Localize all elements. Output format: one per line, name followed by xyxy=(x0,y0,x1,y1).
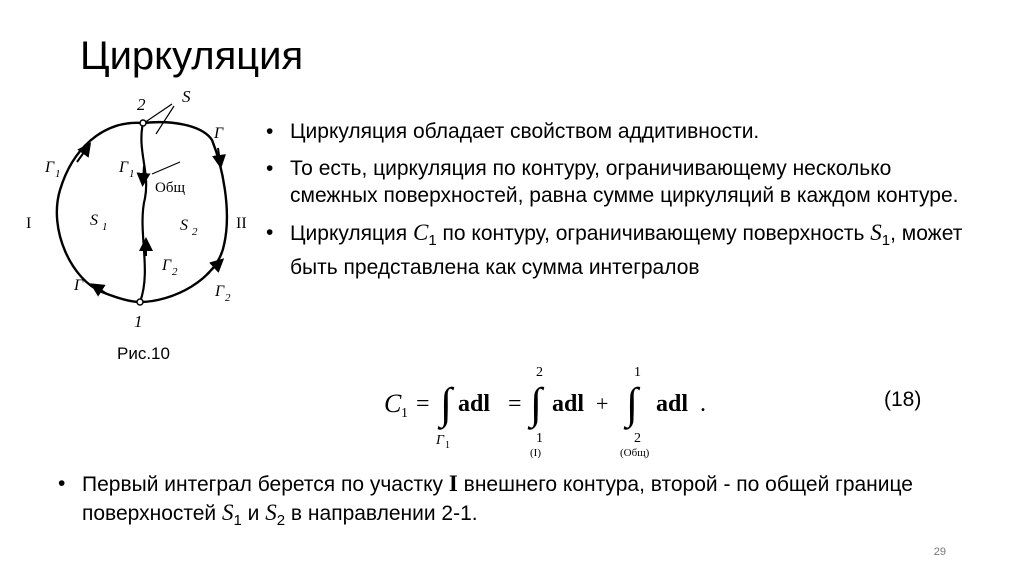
figure-caption: Рис.10 xyxy=(117,344,170,363)
svg-text:+: + xyxy=(596,391,609,416)
svg-text:2: 2 xyxy=(536,365,543,380)
bullet-sum: • То есть, циркуляция по контуру, ограничивающему несколько смежных поверхностей, равна сумме циркуляций в каждом контуре. xyxy=(266,155,966,209)
svg-text:1: 1 xyxy=(445,440,450,451)
arrow-bottom-right xyxy=(207,263,219,274)
label-gamma2-right: Γ xyxy=(215,283,225,300)
point-1 xyxy=(137,299,143,305)
svg-text:(I): (I) xyxy=(530,447,541,459)
formula-lhs: C xyxy=(384,389,402,418)
bottom-note xyxy=(58,470,978,535)
integral-sign-2: ∫ xyxy=(530,379,543,428)
term-2: adl xyxy=(552,391,585,417)
svg-text:1: 1 xyxy=(401,406,408,421)
svg-text:1: 1 xyxy=(634,365,641,380)
label-s2: S xyxy=(180,217,188,234)
label-region-i: I xyxy=(26,215,32,232)
label-gamma1: Γ xyxy=(45,159,55,176)
svg-text:1: 1 xyxy=(536,431,543,446)
common-boundary xyxy=(140,123,146,302)
svg-text:1: 1 xyxy=(129,168,135,180)
label-s: S xyxy=(182,87,191,106)
svg-text:=: = xyxy=(416,391,430,417)
svg-text:2: 2 xyxy=(192,226,198,238)
svg-text:=: = xyxy=(508,391,522,417)
integral-sign-1: ∫ xyxy=(440,379,453,428)
formula-18 xyxy=(380,362,760,462)
svg-text:Γ: Γ xyxy=(436,433,444,448)
svg-text:1: 1 xyxy=(102,221,108,233)
page-title: Циркуляция xyxy=(80,34,304,78)
svg-text:(Общ): (Общ) xyxy=(620,447,650,459)
bullet-additivity: • Циркуляция обладает свойством аддитивности. xyxy=(266,118,966,145)
bullet-list xyxy=(266,118,966,291)
label-obsh: Общ xyxy=(155,180,186,196)
equation-number: (18) xyxy=(884,388,922,411)
bullet-integrals: • Циркуляция $C_1$ по контуру, ограничивающему поверхность $S_1$, может быть представлена как сумма интегралов xyxy=(266,219,966,281)
label-s1: S xyxy=(90,212,98,229)
svg-text:.: . xyxy=(700,391,706,417)
label-gamma1-inner: Γ xyxy=(119,159,129,176)
term-3: adl xyxy=(656,391,689,417)
page-number: 29 xyxy=(933,546,946,558)
integral-sign-3: ∫ xyxy=(626,379,639,428)
bullet-first-integral: • Первый интеграл берется по участку I внешнего контура, второй - по общей границе поверхностей $S_1$ и $S_2$ в направлении 2-1. xyxy=(58,470,978,535)
label-gamma-bottom: Γ xyxy=(74,277,84,294)
point-2 xyxy=(140,120,146,126)
svg-text:1: 1 xyxy=(55,168,61,180)
svg-text:2: 2 xyxy=(172,266,178,278)
svg-text:2: 2 xyxy=(225,292,231,304)
term-1: adl xyxy=(458,391,491,417)
label-gamma-top: Γ xyxy=(214,125,224,142)
label-point1: 1 xyxy=(134,312,143,330)
arrow-gamma1-inner xyxy=(143,166,144,180)
label-region-ii: II xyxy=(236,215,247,232)
label-point2: 2 xyxy=(137,95,146,114)
contour-diagram xyxy=(12,80,252,330)
svg-text:2: 2 xyxy=(634,431,641,446)
label-gamma2: Γ xyxy=(162,257,172,274)
